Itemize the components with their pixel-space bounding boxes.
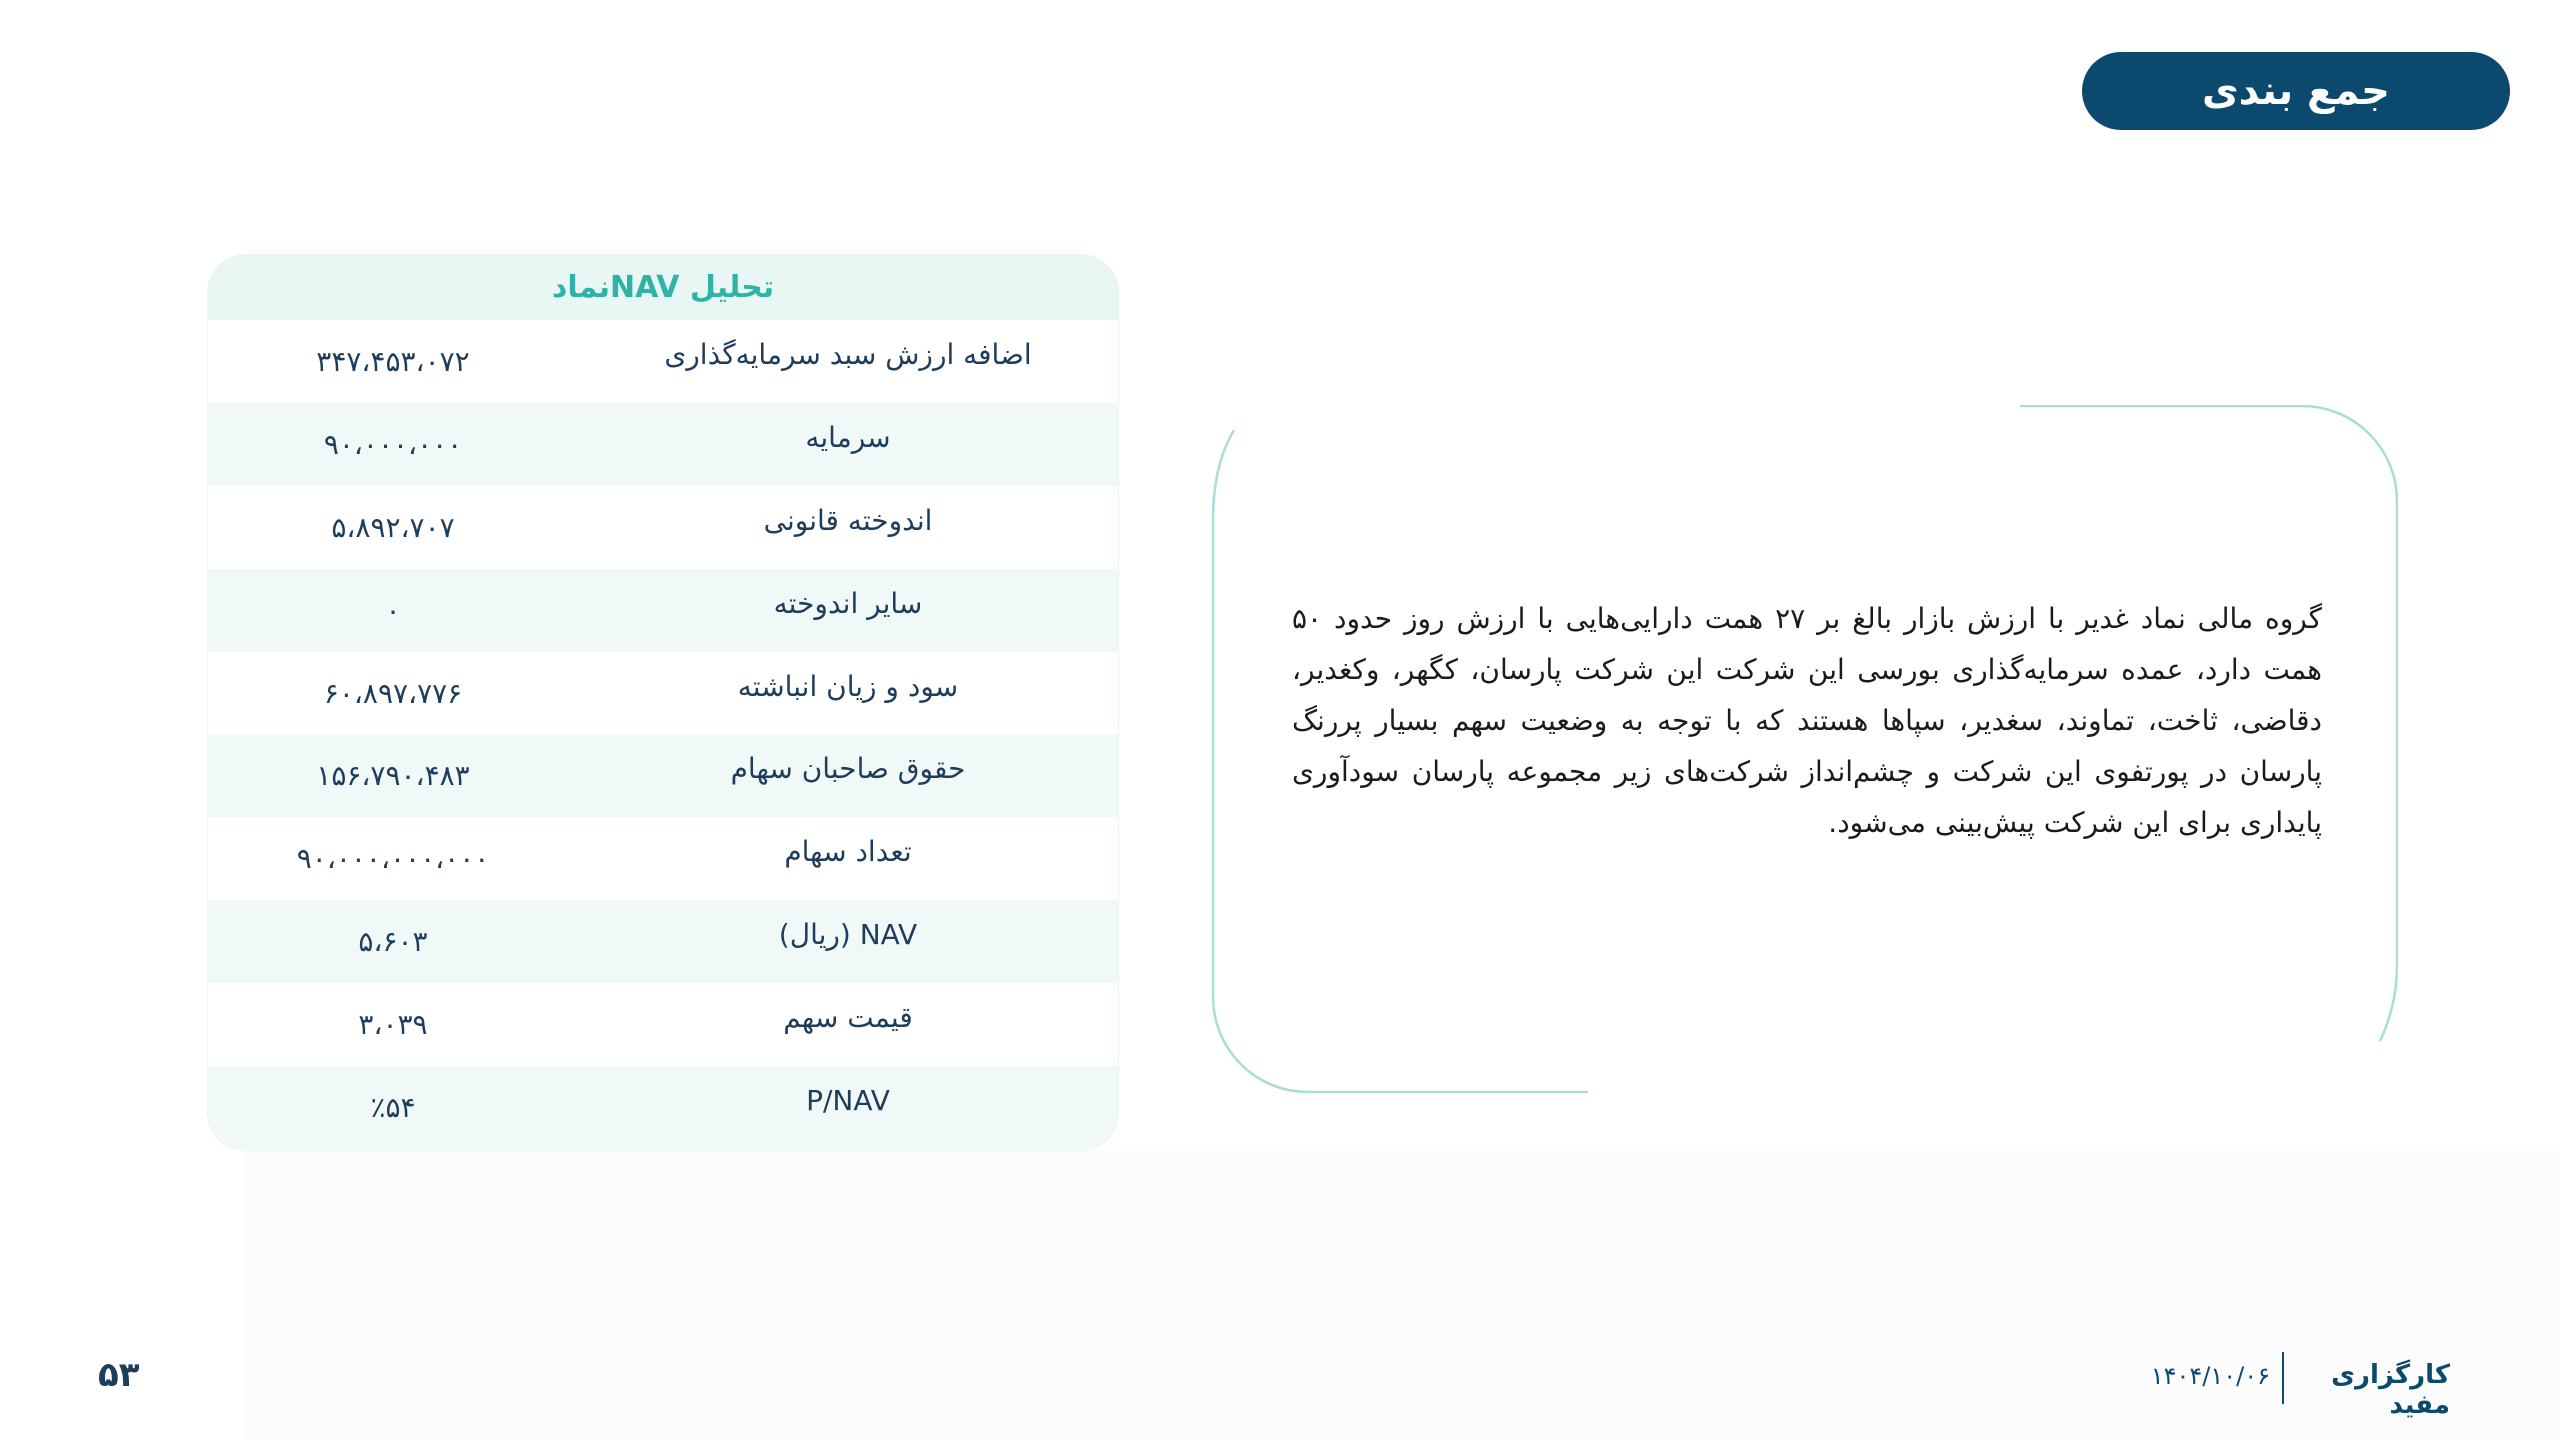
row-label: سایر اندوخته — [773, 586, 923, 620]
row-value: ۱۵۶،۷۹۰،۴۸۳ — [316, 759, 470, 793]
row-value: ۶۰،۸۹۷،۷۷۶ — [323, 676, 463, 710]
row-label: سود و زیان انباشته — [737, 669, 959, 703]
table-header-text: تحلیل NAVنماد — [551, 270, 775, 305]
summary-card — [1212, 405, 2398, 1093]
page-number: ۵۳ — [98, 1355, 140, 1395]
table-header — [208, 255, 1118, 320]
row-label: P/NAV — [806, 1083, 890, 1117]
row-label: حقوق صاحبان سهام — [730, 752, 966, 786]
row-value: ۳۴۷،۴۵۳،۰۷۲ — [316, 344, 470, 378]
table-row — [208, 734, 1118, 817]
page-title — [2082, 52, 2510, 130]
row-label: تعداد سهام — [784, 835, 912, 869]
row-label: قیمت سهم — [783, 1001, 913, 1035]
footer-date: ۱۴۰۴/۱۰/۰۶ — [2150, 1362, 2270, 1390]
row-value: ۳،۰۳۹ — [358, 1008, 428, 1042]
footer-brand: کارگزاری مفید — [2331, 1360, 2450, 1420]
row-value: ۹۰،۰۰۰،۰۰۰،۰۰۰ — [296, 842, 490, 876]
table-row — [208, 983, 1118, 1066]
table-row — [208, 1066, 1118, 1149]
row-label: NAV (ریال) — [778, 918, 918, 952]
table-row — [208, 569, 1118, 652]
table-row — [208, 403, 1118, 486]
row-value: ۰ — [385, 593, 401, 627]
row-label: اضافه ارزش سبد سرمایه‌گذاری — [664, 337, 1032, 371]
row-label: اندوخته قانونی — [763, 503, 933, 537]
row-label: سرمایه — [805, 420, 891, 454]
row-value: ۹۰،۰۰۰،۰۰۰ — [323, 427, 463, 461]
row-value: ۵،۶۰۳ — [358, 925, 428, 959]
table-row — [208, 900, 1118, 983]
table-row — [208, 320, 1118, 403]
summary-text: گروه مالی نماد غدیر با ارزش بازار بالغ بر ۲۷ همت دارایی‌هایی با ارزش روز حدود ۵۰ همت دارد، عمده سرمایه‌گذاری بورسی این شرکت این شرکت پارسان، کگهر، وکغدیر، دقاضی، ثاخت، تماوند، سغدیر، سپاها هستند که با توجه به وضعیت سهم بسیار پررنگ پارسان در پورتفوی این شرکت و چشم‌انداز شرکت‌های زیر مجموعه پارسان سودآوری پایداری برای این شرکت پیش‌بینی می‌شود. — [1292, 602, 2322, 839]
table-row — [208, 652, 1118, 735]
table-row — [208, 486, 1118, 569]
footer-divider — [2282, 1352, 2284, 1404]
nav-analysis-table — [208, 255, 1118, 1150]
table-row — [208, 817, 1118, 900]
row-value: ٪۵۴ — [370, 1090, 416, 1124]
row-value: ۵،۸۹۲،۷۰۷ — [331, 510, 455, 544]
page-title-text: جمع بندی — [2202, 68, 2391, 114]
background-tint — [245, 1150, 2560, 1440]
